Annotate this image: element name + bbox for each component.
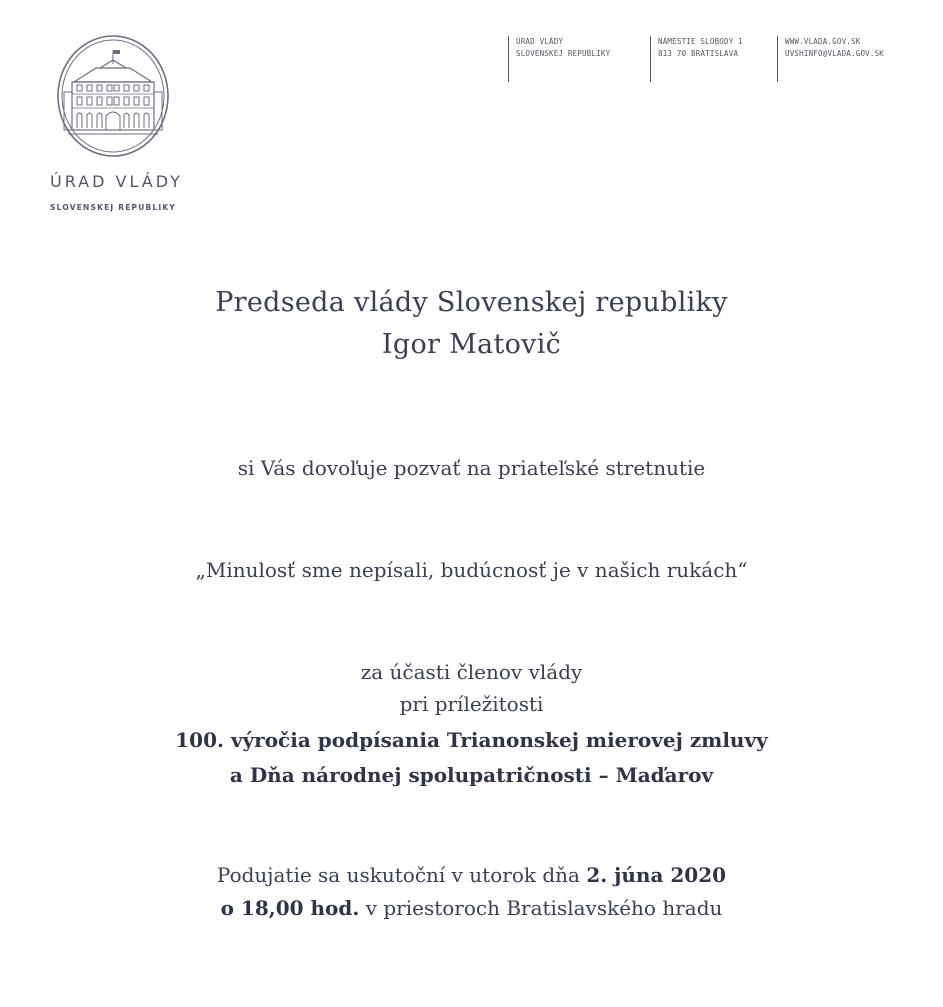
- logo-subtitle: SLOVENSKEJ REPUBLIKY: [50, 203, 177, 212]
- participation-line: za účasti členov vlády: [360, 660, 583, 684]
- logo-title: ÚRAD VLÁDY: [50, 172, 183, 191]
- header-organization-line-2: SLOVENSKEJ REPUBLIKY: [516, 49, 611, 58]
- header-organization-line-1: ÚRAD VLÁDY: [516, 37, 564, 46]
- event-date: 2. júna 2020: [586, 863, 727, 887]
- anniversary-line-2: a Dňa národnej spolupatričnosti – Maďarov: [229, 763, 714, 787]
- invitation-host-title: Predseda vlády Slovenskej republiky: [215, 287, 728, 318]
- event-time-place-line: [0, 893, 943, 923]
- invitation-text: si Vás dovoľuje pozvať na priateľské stretnutie: [237, 456, 706, 480]
- header-address-line-2: 813 70 BRATISLAVA: [658, 49, 739, 58]
- event-motto-quote: „Minulosť sme nepísali, budúcnosť je v našich rukách“: [195, 558, 748, 582]
- header-address: [650, 36, 743, 82]
- event-time: o 18,00 hod.: [220, 896, 360, 920]
- header-web-contact: [777, 36, 884, 82]
- header-email-link[interactable]: UVSHINFO@VLADA.GOV.SK: [785, 49, 885, 58]
- invitation-host-name: Igor Matovič: [381, 329, 562, 360]
- header-address-line-1: NÁMESTIE SLOBODY 1: [658, 37, 743, 46]
- government-building-emblem-icon: [56, 34, 170, 158]
- anniversary-line-1: 100. výročia podpísania Trianonskej mierovej zmluvy: [175, 728, 768, 752]
- logo: [50, 34, 183, 212]
- header-website-link[interactable]: WWW.VLADA.GOV.SK: [785, 37, 861, 46]
- event-date-line: [0, 860, 943, 890]
- occasion-line: pri príležitosti: [399, 692, 544, 716]
- event-place: v priestoroch Bratislavského hradu: [359, 896, 723, 920]
- event-date-prefix: Podujatie sa uskutoční v utorok dňa: [216, 863, 587, 887]
- header-organization: [508, 36, 610, 82]
